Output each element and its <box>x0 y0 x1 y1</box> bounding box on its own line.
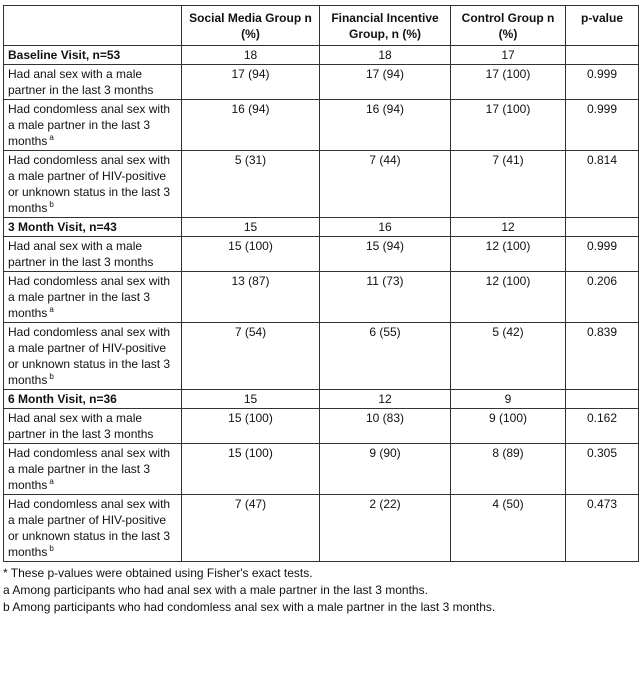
section-count-cell: 16 <box>320 218 451 237</box>
value-cell: 13 (87) <box>182 272 320 323</box>
value-cell: 15 (100) <box>182 409 320 444</box>
value-cell: 11 (73) <box>320 272 451 323</box>
p-value-cell: 0.999 <box>566 65 639 100</box>
section-count-cell: 15 <box>182 390 320 409</box>
value-cell: 15 (100) <box>182 237 320 272</box>
row-label: Had condomless anal sex with a male partner in the last 3 months <box>8 102 171 148</box>
row-label: Had anal sex with a male partner in the last 3 months <box>8 411 154 441</box>
section-count-cell <box>566 218 639 237</box>
value-cell: 4 (50) <box>451 495 566 562</box>
value-cell: 12 (100) <box>451 272 566 323</box>
p-value-cell: 0.814 <box>566 151 639 218</box>
value-cell: 6 (55) <box>320 323 451 390</box>
table-row <box>4 272 639 323</box>
value-cell: 17 (100) <box>451 65 566 100</box>
row-label: Had condomless anal sex with a male partner of HIV-positive or unknown status in the last 3 months <box>8 497 171 559</box>
section-count-cell <box>566 390 639 409</box>
section-count-cell: 17 <box>451 46 566 65</box>
value-cell: 15 (100) <box>182 444 320 495</box>
table-row <box>4 65 639 100</box>
p-value-cell: 0.473 <box>566 495 639 562</box>
value-cell: 17 (100) <box>451 100 566 151</box>
section-title: Baseline Visit, n=53 <box>4 46 182 65</box>
row-label: Had anal sex with a male partner in the last 3 months <box>8 239 154 269</box>
value-cell: 5 (42) <box>451 323 566 390</box>
row-label-cell <box>4 65 182 100</box>
p-value-cell: 0.305 <box>566 444 639 495</box>
p-value-cell: 0.839 <box>566 323 639 390</box>
section-title: 6 Month Visit, n=36 <box>4 390 182 409</box>
value-cell: 16 (94) <box>182 100 320 151</box>
section-count-cell <box>566 46 639 65</box>
value-cell: 17 (94) <box>182 65 320 100</box>
value-cell: 10 (83) <box>320 409 451 444</box>
row-label: Had condomless anal sex with a male partner of HIV-positive or unknown status in the last 3 months <box>8 325 171 387</box>
document <box>3 5 638 616</box>
row-label: Had condomless anal sex with a male partner in the last 3 months <box>8 274 171 320</box>
row-label-cell <box>4 100 182 151</box>
row-label: Had anal sex with a male partner in the last 3 months <box>8 67 154 97</box>
value-cell: 7 (54) <box>182 323 320 390</box>
row-label-cell <box>4 444 182 495</box>
header-row <box>4 6 639 46</box>
p-value-cell: 0.999 <box>566 100 639 151</box>
section-count-cell: 18 <box>182 46 320 65</box>
value-cell: 7 (41) <box>451 151 566 218</box>
p-value-cell: 0.162 <box>566 409 639 444</box>
header-social-media: Social Media Group n (%) <box>182 6 320 46</box>
header-control: Control Group n (%) <box>451 6 566 46</box>
table-row <box>4 323 639 390</box>
row-label-cell <box>4 151 182 218</box>
value-cell: 9 (100) <box>451 409 566 444</box>
header-blank <box>4 6 182 46</box>
section-count-cell: 9 <box>451 390 566 409</box>
footnote-marker: b <box>49 200 54 209</box>
table-row <box>4 100 639 151</box>
p-value-cell: 0.206 <box>566 272 639 323</box>
row-label-cell <box>4 409 182 444</box>
section-header-row <box>4 46 639 65</box>
row-label-cell <box>4 495 182 562</box>
footnotes <box>3 565 638 616</box>
section-header-row <box>4 218 639 237</box>
table-row <box>4 151 639 218</box>
footnote-a: a Among participants who had anal sex with a male partner in the last 3 months. <box>3 583 428 597</box>
value-cell: 17 (94) <box>320 65 451 100</box>
footnote-marker: a <box>49 477 54 486</box>
section-header-row <box>4 390 639 409</box>
section-count-cell: 18 <box>320 46 451 65</box>
value-cell: 5 (31) <box>182 151 320 218</box>
footnote-marker: a <box>49 305 54 314</box>
table-row <box>4 444 639 495</box>
row-label-cell <box>4 323 182 390</box>
value-cell: 12 (100) <box>451 237 566 272</box>
header-financial-incentive: Financial Incentive Group, n (%) <box>320 6 451 46</box>
footnote-b: b Among participants who had condomless anal sex with a male partner in the last 3 months. <box>3 600 496 614</box>
row-label: Had condomless anal sex with a male partner of HIV-positive or unknown status in the last 3 months <box>8 153 171 215</box>
value-cell: 7 (44) <box>320 151 451 218</box>
footnote-star: * These p-values were obtained using Fisher's exact tests. <box>3 566 313 580</box>
value-cell: 8 (89) <box>451 444 566 495</box>
p-value-cell: 0.999 <box>566 237 639 272</box>
value-cell: 15 (94) <box>320 237 451 272</box>
footnote-marker: a <box>49 133 54 142</box>
table-body <box>4 46 639 562</box>
footnote-marker: b <box>49 372 54 381</box>
value-cell: 9 (90) <box>320 444 451 495</box>
row-label-cell <box>4 272 182 323</box>
results-table <box>3 5 639 562</box>
table-row <box>4 409 639 444</box>
section-count-cell: 15 <box>182 218 320 237</box>
section-count-cell: 12 <box>451 218 566 237</box>
section-count-cell: 12 <box>320 390 451 409</box>
row-label-cell <box>4 237 182 272</box>
header-p-value: p-value <box>566 6 639 46</box>
section-title: 3 Month Visit, n=43 <box>4 218 182 237</box>
value-cell: 16 (94) <box>320 100 451 151</box>
value-cell: 7 (47) <box>182 495 320 562</box>
footnote-marker: b <box>49 544 54 553</box>
row-label: Had condomless anal sex with a male partner in the last 3 months <box>8 446 171 492</box>
table-row <box>4 495 639 562</box>
table-row <box>4 237 639 272</box>
value-cell: 2 (22) <box>320 495 451 562</box>
